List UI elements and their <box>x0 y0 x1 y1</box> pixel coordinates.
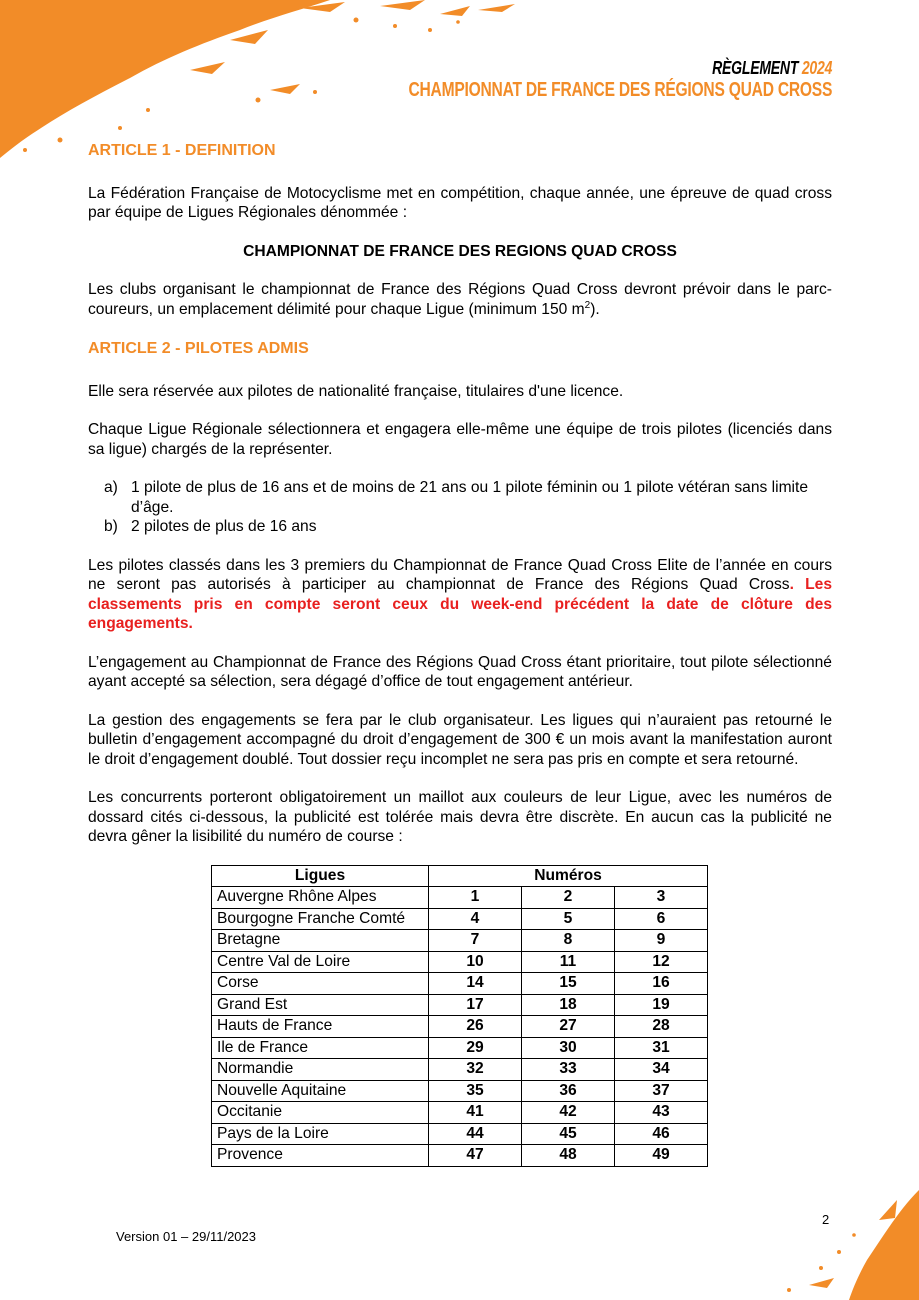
table-row <box>212 1059 708 1081</box>
table-row <box>212 1037 708 1059</box>
number-cell: 26 <box>429 1016 522 1038</box>
header-reglement-line <box>408 58 832 78</box>
number-cell: 48 <box>522 1145 615 1167</box>
league-name-cell: Nouvelle Aquitaine <box>212 1080 429 1102</box>
number-cell: 43 <box>615 1102 708 1124</box>
number-cell: 11 <box>522 951 615 973</box>
league-name-cell: Corse <box>212 973 429 995</box>
version-footer: Version 01 – 29/11/2023 <box>116 1229 256 1244</box>
number-cell: 19 <box>615 994 708 1016</box>
article-1-paragraph-2 <box>88 280 832 319</box>
number-cell: 9 <box>615 930 708 952</box>
number-cell: 7 <box>429 930 522 952</box>
table-row <box>212 1145 708 1167</box>
number-cell: 28 <box>615 1016 708 1038</box>
league-name-cell: Hauts de France <box>212 1016 429 1038</box>
number-cell: 14 <box>429 973 522 995</box>
number-cell: 44 <box>429 1123 522 1145</box>
header-ligues: Ligues <box>212 865 429 887</box>
number-cell: 18 <box>522 994 615 1016</box>
number-cell: 1 <box>429 887 522 909</box>
number-cell: 37 <box>615 1080 708 1102</box>
league-name-cell: Centre Val de Loire <box>212 951 429 973</box>
orange-brush-decoration-bottom <box>749 1190 919 1300</box>
header-numeros: Numéros <box>429 865 708 887</box>
number-cell: 42 <box>522 1102 615 1124</box>
article-2-paragraph-5: La gestion des engagements se fera par le club organisateur. Les ligues qui n’auraient pas retourné le bulletin d’engagement accompagné du droit d’engagement de 300 € un mois avant la manifestation auront le droit d’engagement doublé. Tout dossier reçu incomplet ne sera pas pris en compte et sera retourné. <box>88 711 832 768</box>
league-name-cell: Occitanie <box>212 1102 429 1124</box>
table-row <box>212 973 708 995</box>
list-item-text: 2 pilotes de plus de 16 ans <box>131 518 317 535</box>
number-cell: 45 <box>522 1123 615 1145</box>
table-row <box>212 908 708 930</box>
number-cell: 2 <box>522 887 615 909</box>
header-subtitle: CHAMPIONNAT DE FRANCE DES RÉGIONS QUAD CROSS <box>408 79 832 101</box>
number-cell: 31 <box>615 1037 708 1059</box>
number-cell: 17 <box>429 994 522 1016</box>
article-2-title: ARTICLE 2 - PILOTES ADMIS <box>88 340 309 357</box>
paragraph-3-text: Les pilotes classés dans les 3 premiers du Championnat de France Quad Cross Elite de l’année en cours ne seront pas autorisés à participer au championnat de France des Régions Quad Cross <box>88 556 832 593</box>
number-cell: 34 <box>615 1059 708 1081</box>
number-cell: 12 <box>615 951 708 973</box>
number-cell: 47 <box>429 1145 522 1167</box>
table-row <box>212 887 708 909</box>
number-cell: 27 <box>522 1016 615 1038</box>
header-year: 2024 <box>801 58 832 78</box>
number-cell: 36 <box>522 1080 615 1102</box>
list-marker: a) <box>104 479 118 496</box>
table-body <box>212 887 708 1167</box>
number-cell: 35 <box>429 1080 522 1102</box>
list-item <box>88 517 832 537</box>
number-cell: 29 <box>429 1037 522 1059</box>
paragraph-3-emphasis: . Les classements pris en compte seront ceux du week-end précédent la date de clôture des engagements. <box>88 576 832 632</box>
list-item <box>88 478 832 517</box>
page-number: 2 <box>822 1212 830 1227</box>
superscript-2: 2 <box>584 299 591 311</box>
article-1-title: ARTICLE 1 - DEFINITION <box>88 142 276 159</box>
article-2-paragraph-2: Chaque Ligue Régionale sélectionnera et engagera elle-même une équipe de trois pilotes (licenciés dans sa ligue) chargés de la représenter. <box>88 421 832 458</box>
championship-title: CHAMPIONNAT DE FRANCE DES REGIONS QUAD CROSS <box>243 242 677 260</box>
number-cell: 4 <box>429 908 522 930</box>
table-row <box>212 1080 708 1102</box>
league-numbers-table <box>211 865 708 1167</box>
article-2-paragraph-3 <box>88 556 832 634</box>
league-name-cell: Ile de France <box>212 1037 429 1059</box>
number-cell: 5 <box>522 908 615 930</box>
document-body <box>88 141 832 1167</box>
league-name-cell: Pays de la Loire <box>212 1123 429 1145</box>
article-1-paragraph-2-text: Les clubs organisant le championnat de France des Régions Quad Cross devront prévoir dans le parc-coureurs, un emplacement délimité pour chaque Ligue (minimum 150 m <box>88 281 832 318</box>
number-cell: 33 <box>522 1059 615 1081</box>
article-2-paragraph-6: Les concurrents porteront obligatoirement un maillot aux couleurs de leur Ligue, avec les numéros de dossard cités ci-dessous, la publicité est tolérée mais devra être discrète. En aucun cas la publicité ne devra gêner la lisibilité du numéro de course : <box>88 789 832 845</box>
table-header-row <box>212 865 708 887</box>
article-1-paragraph: La Fédération Française de Motocyclisme met en compétition, chaque année, une épreuve de quad cross par équipe de Ligues Régionales dénommée : <box>88 184 832 221</box>
table-row <box>212 930 708 952</box>
table-row <box>212 1102 708 1124</box>
pilot-requirements-list <box>88 478 832 537</box>
table-row <box>212 951 708 973</box>
document-header <box>408 58 832 102</box>
list-item-text: 1 pilote de plus de 16 ans et de moins de 21 ans ou 1 pilote féminin ou 1 pilote vétéran sans limite d’âge. <box>131 479 809 516</box>
header-reglement-label: RÈGLEMENT <box>711 58 799 78</box>
article-1-paragraph-2-end: ). <box>590 300 600 318</box>
number-cell: 16 <box>615 973 708 995</box>
number-cell: 6 <box>615 908 708 930</box>
number-cell: 49 <box>615 1145 708 1167</box>
league-name-cell: Bourgogne Franche Comté <box>212 908 429 930</box>
league-name-cell: Normandie <box>212 1059 429 1081</box>
league-name-cell: Auvergne Rhône Alpes <box>212 887 429 909</box>
table-row <box>212 1016 708 1038</box>
number-cell: 41 <box>429 1102 522 1124</box>
article-2-paragraph-1: Elle sera réservée aux pilotes de nationalité française, titulaires d'une licence. <box>88 382 624 400</box>
number-cell: 32 <box>429 1059 522 1081</box>
number-cell: 10 <box>429 951 522 973</box>
number-cell: 8 <box>522 930 615 952</box>
table-row <box>212 994 708 1016</box>
table-row <box>212 1123 708 1145</box>
league-name-cell: Provence <box>212 1145 429 1167</box>
number-cell: 46 <box>615 1123 708 1145</box>
league-name-cell: Bretagne <box>212 930 429 952</box>
number-cell: 15 <box>522 973 615 995</box>
number-cell: 3 <box>615 887 708 909</box>
league-name-cell: Grand Est <box>212 994 429 1016</box>
list-marker: b) <box>104 518 118 535</box>
article-2-paragraph-4: L’engagement au Championnat de France des Régions Quad Cross étant prioritaire, tout pilote sélectionné ayant accepté sa sélection, sera dégagé d’office de tout engagement antérieur. <box>88 653 832 690</box>
number-cell: 30 <box>522 1037 615 1059</box>
